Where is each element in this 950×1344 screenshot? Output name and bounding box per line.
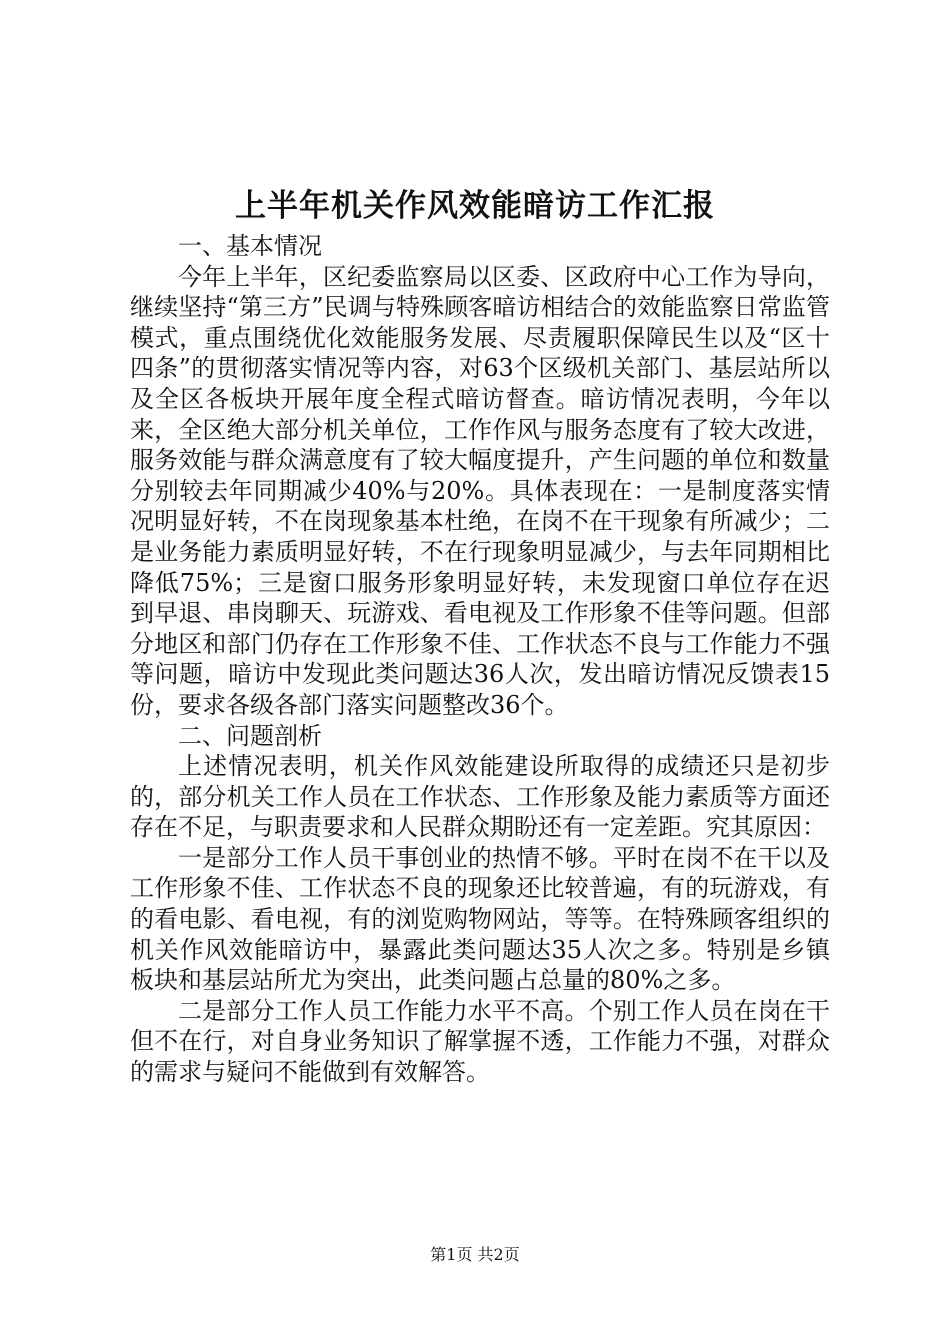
section-heading-analysis: 二、问题剖析 (178, 721, 322, 750)
paragraph-basic-situation: 今年上半年，区纪委监察局以区委、区政府中心工作为导向，继续坚持“第三方”民调与特殊顾客暗访相结合的效能监察日常监管模式，重点围绕优化效能服务发展、尽责履职保障民生以及“区十四条”的贯彻落实情况等内容，对63个区级机关部门、基层站所以及全区各板块开展年度全程式暗访督查。暗访情况表明，今年以来，全区绝大部分机关单位，工作作风与服务态度有了较大改进，服务效能与群众满意度有了较大幅度提升，产生问题的单位和数量分别较去年同期减少40%与20%。具体表现在：一是制度落实情况明显好转，不在岗现象基本杜绝，在岗不在干现象有所减少；二是业务能力素质明显好转，不在行现象明显减少，与去年同期相比降低75%；三是窗口服务形象明显好转，未发现窗口单位存在迟到早退、串岗聊天、玩游戏、看电视及工作形象不佳等问题。但部分地区和部门仍存在工作形象不佳、工作状态不良与工作能力不强等问题，暗访中发现此类问题达36人次，发出暗访情况反馈表15份，要求各级各部门落实问题整改36个。 (130, 262, 830, 719)
document-body (130, 231, 830, 1088)
section-heading-basic: 一、基本情况 (178, 232, 322, 260)
paragraph-cause-one: 一是部分工作人员干事创业的热情不够。平时在岗不在干以及工作形象不佳、工作状态不良的现象还比较普遍，有的玩游戏，有的看电影、看电视，有的浏览购物网站，等等。在特殊顾客组织的机关作风效能暗访中，暴露此类问题达35人次之多。特别是乡镇板块和基层站所尤为突出，此类问题占总量的80%之多。 (130, 843, 830, 995)
paragraph-analysis-intro: 上述情况表明，机关作风效能建设所取得的成绩还只是初步的，部分机关工作人员在工作状态、工作形象及能力素质等方面还存在不足，与职责要求和人民群众期盼还有一定差距。究其原因： (130, 752, 830, 842)
document-title: 上半年机关作风效能暗访工作汇报 (235, 188, 715, 224)
page-footer: 第1页 共2页 (430, 1245, 520, 1264)
paragraph-cause-two: 二是部分工作人员工作能力水平不高。个别工作人员在岗在干但不在行，对自身业务知识了解掌握不透，工作能力不强，对群众的需求与疑问不能做到有效解答。 (130, 996, 830, 1087)
